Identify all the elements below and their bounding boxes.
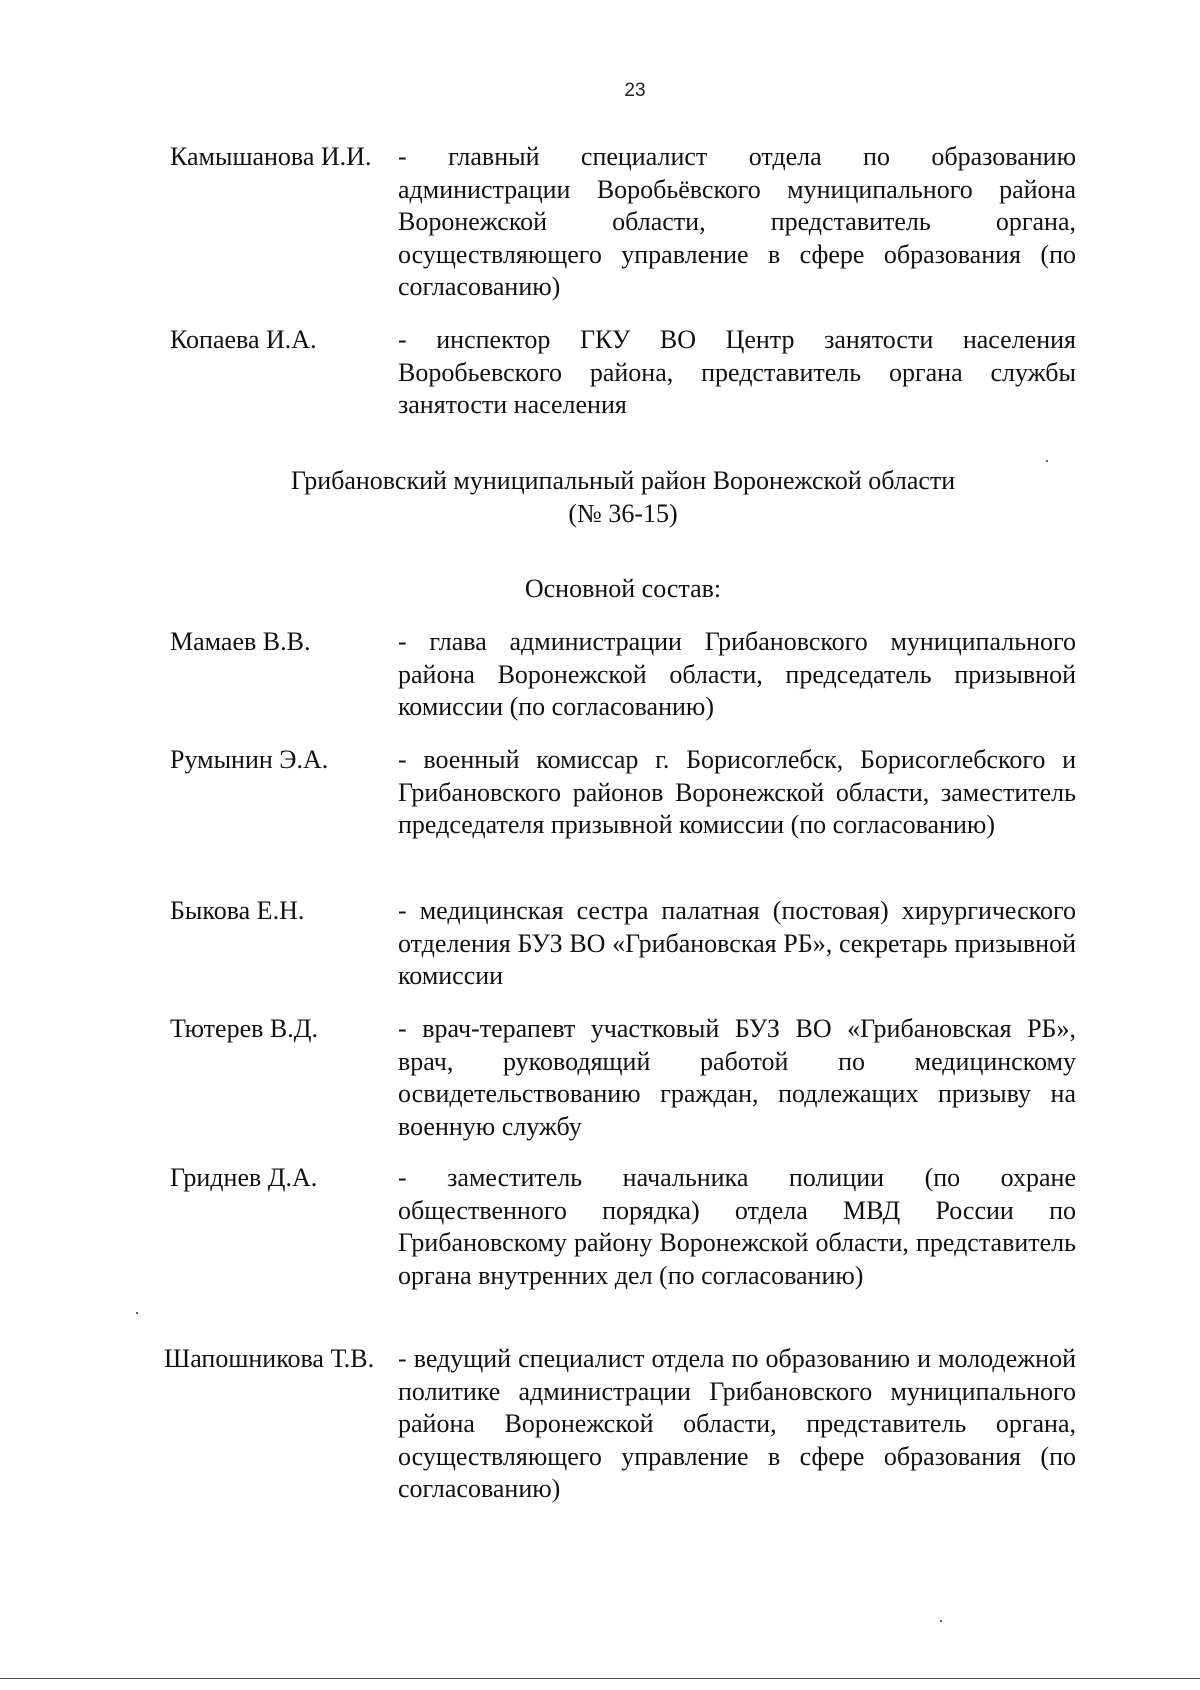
member-role: - военный комиссар г. Борисоглебск, Борисоглебского и Грибановского районов Воронежской области, заместитель председателя призывной комиссии (по согласованию)	[398, 745, 1076, 839]
section-title-line-2: (№ 36-15)	[568, 499, 678, 528]
section-title-line-1: Грибановский муниципальный район Воронежской области	[290, 466, 956, 495]
member-name: Копаева И.А.	[170, 325, 317, 354]
member-role: - заместитель начальника полиции (по охране общественного порядка) отдела МВД России по Грибановскому району Воронежской области, представитель органа внутренних дел (по согласованию)	[398, 1163, 1076, 1290]
member-role: - ведущий специалист отдела по образованию и молодежной политике администрации Грибановского муниципального района Воронежской области, представитель органа, осуществляющего управление в сфере образования (по согласованию)	[398, 1344, 1076, 1503]
composition-subheading: Основной состав:	[524, 574, 722, 603]
page-number: 23	[624, 80, 646, 101]
member-name: Гриднев Д.А.	[170, 1163, 318, 1192]
scan-speck	[940, 1620, 942, 1622]
member-name: Тютерев В.Д.	[170, 1014, 318, 1043]
member-name: Камышанова И.И.	[170, 142, 372, 171]
member-role: - врач-терапевт участковый БУЗ ВО «Грибановская РБ», врач, руководящий работой по медицинскому освидетельствованию граждан, подлежащих призыву на военную службу	[398, 1014, 1076, 1141]
section-title	[170, 464, 1076, 530]
member-role: - главный специалист отдела по образованию администрации Воробьёвского муниципального района Воронежской области, представитель органа, осуществляющего управление в сфере образования (по согласованию)	[398, 142, 1076, 301]
member-name: Шапошникова Т.В.	[164, 1344, 375, 1373]
member-name: Мамаев В.В.	[170, 627, 311, 656]
member-role: - глава администрации Грибановского муниципального района Воронежской области, председатель призывной комиссии (по согласованию)	[398, 627, 1076, 721]
member-role: - медицинская сестра палатная (постовая) хирургического отделения БУЗ ВО «Грибановская РБ», секретарь призывной комиссии	[398, 896, 1076, 990]
member-name: Румынин Э.А.	[170, 745, 329, 774]
scan-speck	[136, 1312, 138, 1314]
member-name: Быкова Е.Н.	[170, 896, 305, 925]
scan-speck	[1046, 460, 1048, 462]
scan-edge-line	[0, 1678, 1200, 1679]
member-role: - инспектор ГКУ ВО Центр занятости населения Воробьевского района, представитель органа службы занятости населения	[398, 325, 1076, 419]
